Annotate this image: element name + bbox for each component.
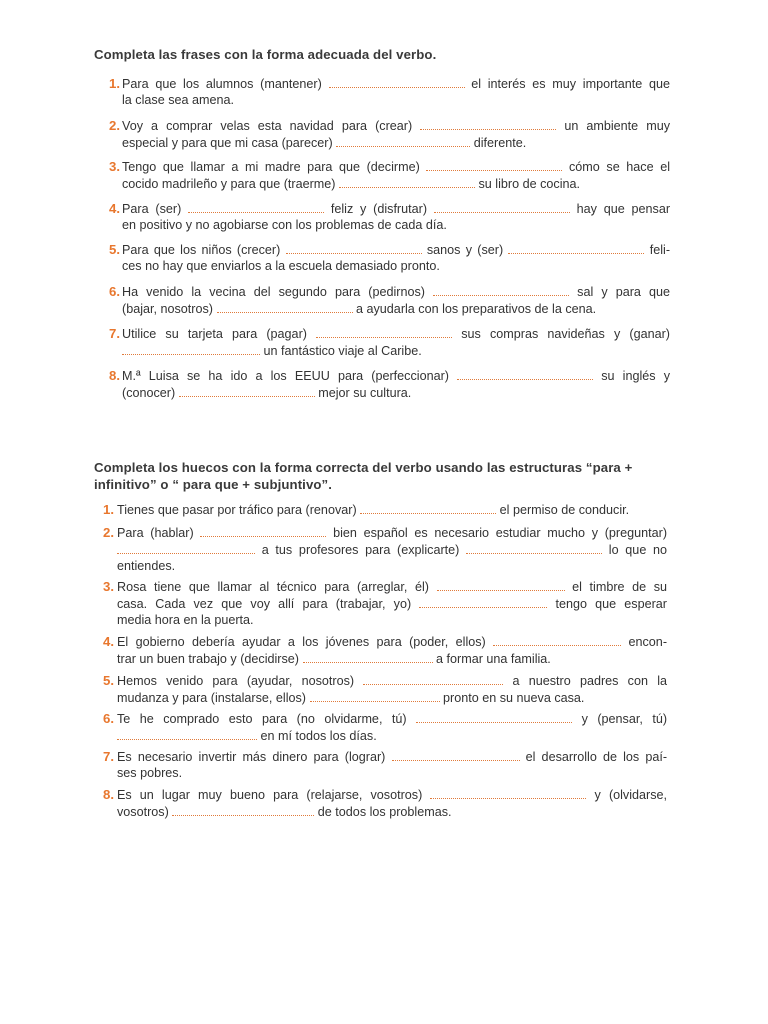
- answer-blank[interactable]: [286, 241, 422, 254]
- item-number: 4.: [103, 634, 114, 649]
- answer-blank[interactable]: [419, 595, 547, 608]
- item-text: Es necesario invertir más dinero para (lograr): [117, 750, 386, 764]
- item-text: encon-: [628, 635, 668, 649]
- item-text: a formar una familia.: [436, 652, 551, 666]
- item-text: Voy a comprar velas esta navidad para (crear): [122, 119, 413, 133]
- exercise-1-instruction: Completa las frases con la forma adecuada del verbo.: [94, 47, 437, 62]
- item-text: cocido madrileño y para que (traerme): [122, 177, 336, 191]
- item-text: en positivo y no agobiarse con los problemas de cada día.: [122, 218, 447, 232]
- item-number: 1.: [103, 502, 114, 517]
- item-text: Utilice su tarjeta para (pagar): [122, 327, 307, 341]
- answer-blank[interactable]: [433, 283, 569, 296]
- answer-blank[interactable]: [310, 689, 440, 702]
- item-text: hay que pensar: [576, 202, 671, 216]
- item-number: 8.: [109, 368, 120, 383]
- item-text: Hemos venido para (ayudar, nosotros): [117, 674, 355, 688]
- item-number: 5.: [103, 673, 114, 688]
- item-text: sal y para que: [577, 285, 670, 299]
- answer-blank[interactable]: [457, 367, 593, 380]
- answer-blank[interactable]: [339, 175, 475, 188]
- item-text: su inglés y: [601, 369, 670, 383]
- item-text: a ayudarla con los preparativos de la cena.: [356, 302, 597, 316]
- answer-blank[interactable]: [117, 541, 255, 554]
- item-text: en mí todos los días.: [260, 729, 377, 743]
- item-text: el permiso de conducir.: [499, 503, 630, 517]
- item-text: Te he comprado esto para (no olvidarme, tú): [117, 712, 407, 726]
- answer-blank[interactable]: [188, 200, 324, 213]
- item-number: 7.: [103, 749, 114, 764]
- answer-blank[interactable]: [217, 300, 353, 313]
- item-text: y (pensar, tú): [581, 712, 668, 726]
- exercise-2-instruction: Completa los huecos con la forma correcta del verbo usando las estructuras “para + infinitivo” o “ para que + subjuntivo”.: [94, 460, 633, 492]
- item-text: sanos y (ser): [426, 243, 504, 257]
- item-text: a tus profesores para (explicarte): [261, 543, 460, 557]
- answer-blank[interactable]: [430, 786, 586, 799]
- item-text: mudanza y para (instalarse, ellos): [117, 691, 306, 705]
- item-text: Para que los niños (crecer): [122, 243, 281, 257]
- answer-blank[interactable]: [179, 384, 315, 397]
- item-text: su libro de cocina.: [478, 177, 581, 191]
- answer-blank[interactable]: [316, 325, 452, 338]
- item-text: un ambiente muy: [564, 119, 671, 133]
- item-text: M.ª Luisa se ha ido a los EEUU para (perfeccionar): [122, 369, 449, 383]
- item-text: un fantástico viaje al Caribe.: [263, 344, 422, 358]
- item-number: 3.: [103, 579, 114, 594]
- answer-blank[interactable]: [303, 650, 433, 663]
- item-text: casa. Cada vez que voy allí para (trabajar, yo): [117, 597, 412, 611]
- item-text: a nuestro padres con la: [512, 674, 667, 688]
- item-text: de todos los problemas.: [317, 805, 452, 819]
- answer-blank[interactable]: [117, 727, 257, 740]
- item-number: 3.: [109, 159, 120, 174]
- item-number: 7.: [109, 326, 120, 341]
- item-text: y (olvidarse,: [594, 788, 668, 802]
- item-text: Rosa tiene que llamar al técnico para (arreglar, él): [117, 580, 429, 594]
- item-number: 8.: [103, 787, 114, 802]
- item-number: 2.: [109, 118, 120, 133]
- answer-blank[interactable]: [416, 710, 572, 723]
- item-text: Para (ser): [122, 202, 182, 216]
- item-text: feli-: [649, 243, 671, 257]
- answer-blank[interactable]: [329, 75, 465, 88]
- item-text: especial y para que mi casa (parecer): [122, 136, 333, 150]
- answer-blank[interactable]: [434, 200, 570, 213]
- item-text: sus compras navideñas y (ganar): [461, 327, 670, 341]
- answer-blank[interactable]: [508, 241, 644, 254]
- answer-blank[interactable]: [200, 524, 326, 537]
- item-text: (bajar, nosotros): [122, 302, 213, 316]
- item-text: lo que no: [608, 543, 668, 557]
- answer-blank[interactable]: [493, 633, 621, 646]
- item-text: trar un buen trabajo y (decidirse): [117, 652, 300, 666]
- answer-blank[interactable]: [336, 134, 470, 147]
- answer-blank[interactable]: [466, 541, 602, 554]
- answer-blank[interactable]: [392, 748, 520, 761]
- answer-blank[interactable]: [172, 803, 314, 816]
- item-text: (conocer): [122, 386, 176, 400]
- item-number: 2.: [103, 525, 114, 540]
- item-text: Tengo que llamar a mi madre para que (decirme): [122, 160, 420, 174]
- item-text: tengo que esperar: [555, 597, 668, 611]
- item-text: Es un lugar muy bueno para (relajarse, vosotros): [117, 788, 423, 802]
- item-text: ses pobres.: [117, 766, 183, 780]
- item-text: la clase sea amena.: [122, 93, 235, 107]
- item-text: pronto en su nueva casa.: [443, 691, 585, 705]
- answer-blank[interactable]: [360, 501, 496, 514]
- item-text: diferente.: [473, 136, 527, 150]
- item-text: feliz y (disfrutar): [330, 202, 428, 216]
- item-text: Para que los alumnos (mantener): [122, 77, 322, 91]
- answer-blank[interactable]: [426, 158, 562, 171]
- answer-blank[interactable]: [437, 578, 565, 591]
- item-text: el timbre de su: [572, 580, 668, 594]
- item-number: 1.: [109, 76, 120, 91]
- item-number: 6.: [109, 284, 120, 299]
- item-text: Ha venido la vecina del segundo para (pedirnos): [122, 285, 425, 299]
- item-number: 6.: [103, 711, 114, 726]
- item-text: El gobierno debería ayudar a los jóvenes para (poder, ellos): [117, 635, 486, 649]
- item-text: ces no hay que enviarlos a la escuela demasiado pronto.: [122, 259, 440, 273]
- answer-blank[interactable]: [363, 672, 503, 685]
- item-text: bien español es necesario estudiar mucho y (preguntar): [333, 526, 668, 540]
- item-text: entiendes.: [117, 559, 176, 573]
- item-number: 4.: [109, 201, 120, 216]
- answer-blank[interactable]: [420, 117, 556, 130]
- item-text: el desarrollo de los paí-: [525, 750, 668, 764]
- item-text: Tienes que pasar por tráfico para (renovar): [117, 503, 357, 517]
- answer-blank[interactable]: [122, 342, 260, 355]
- item-text: mejor su cultura.: [318, 386, 412, 400]
- item-number: 5.: [109, 242, 120, 257]
- item-text: media hora en la puerta.: [117, 613, 254, 627]
- item-text: el interés es muy importante que: [471, 77, 671, 91]
- item-text: vosotros): [117, 805, 169, 819]
- item-text: Para (hablar): [117, 526, 194, 540]
- item-text: cómo se hace el: [569, 160, 671, 174]
